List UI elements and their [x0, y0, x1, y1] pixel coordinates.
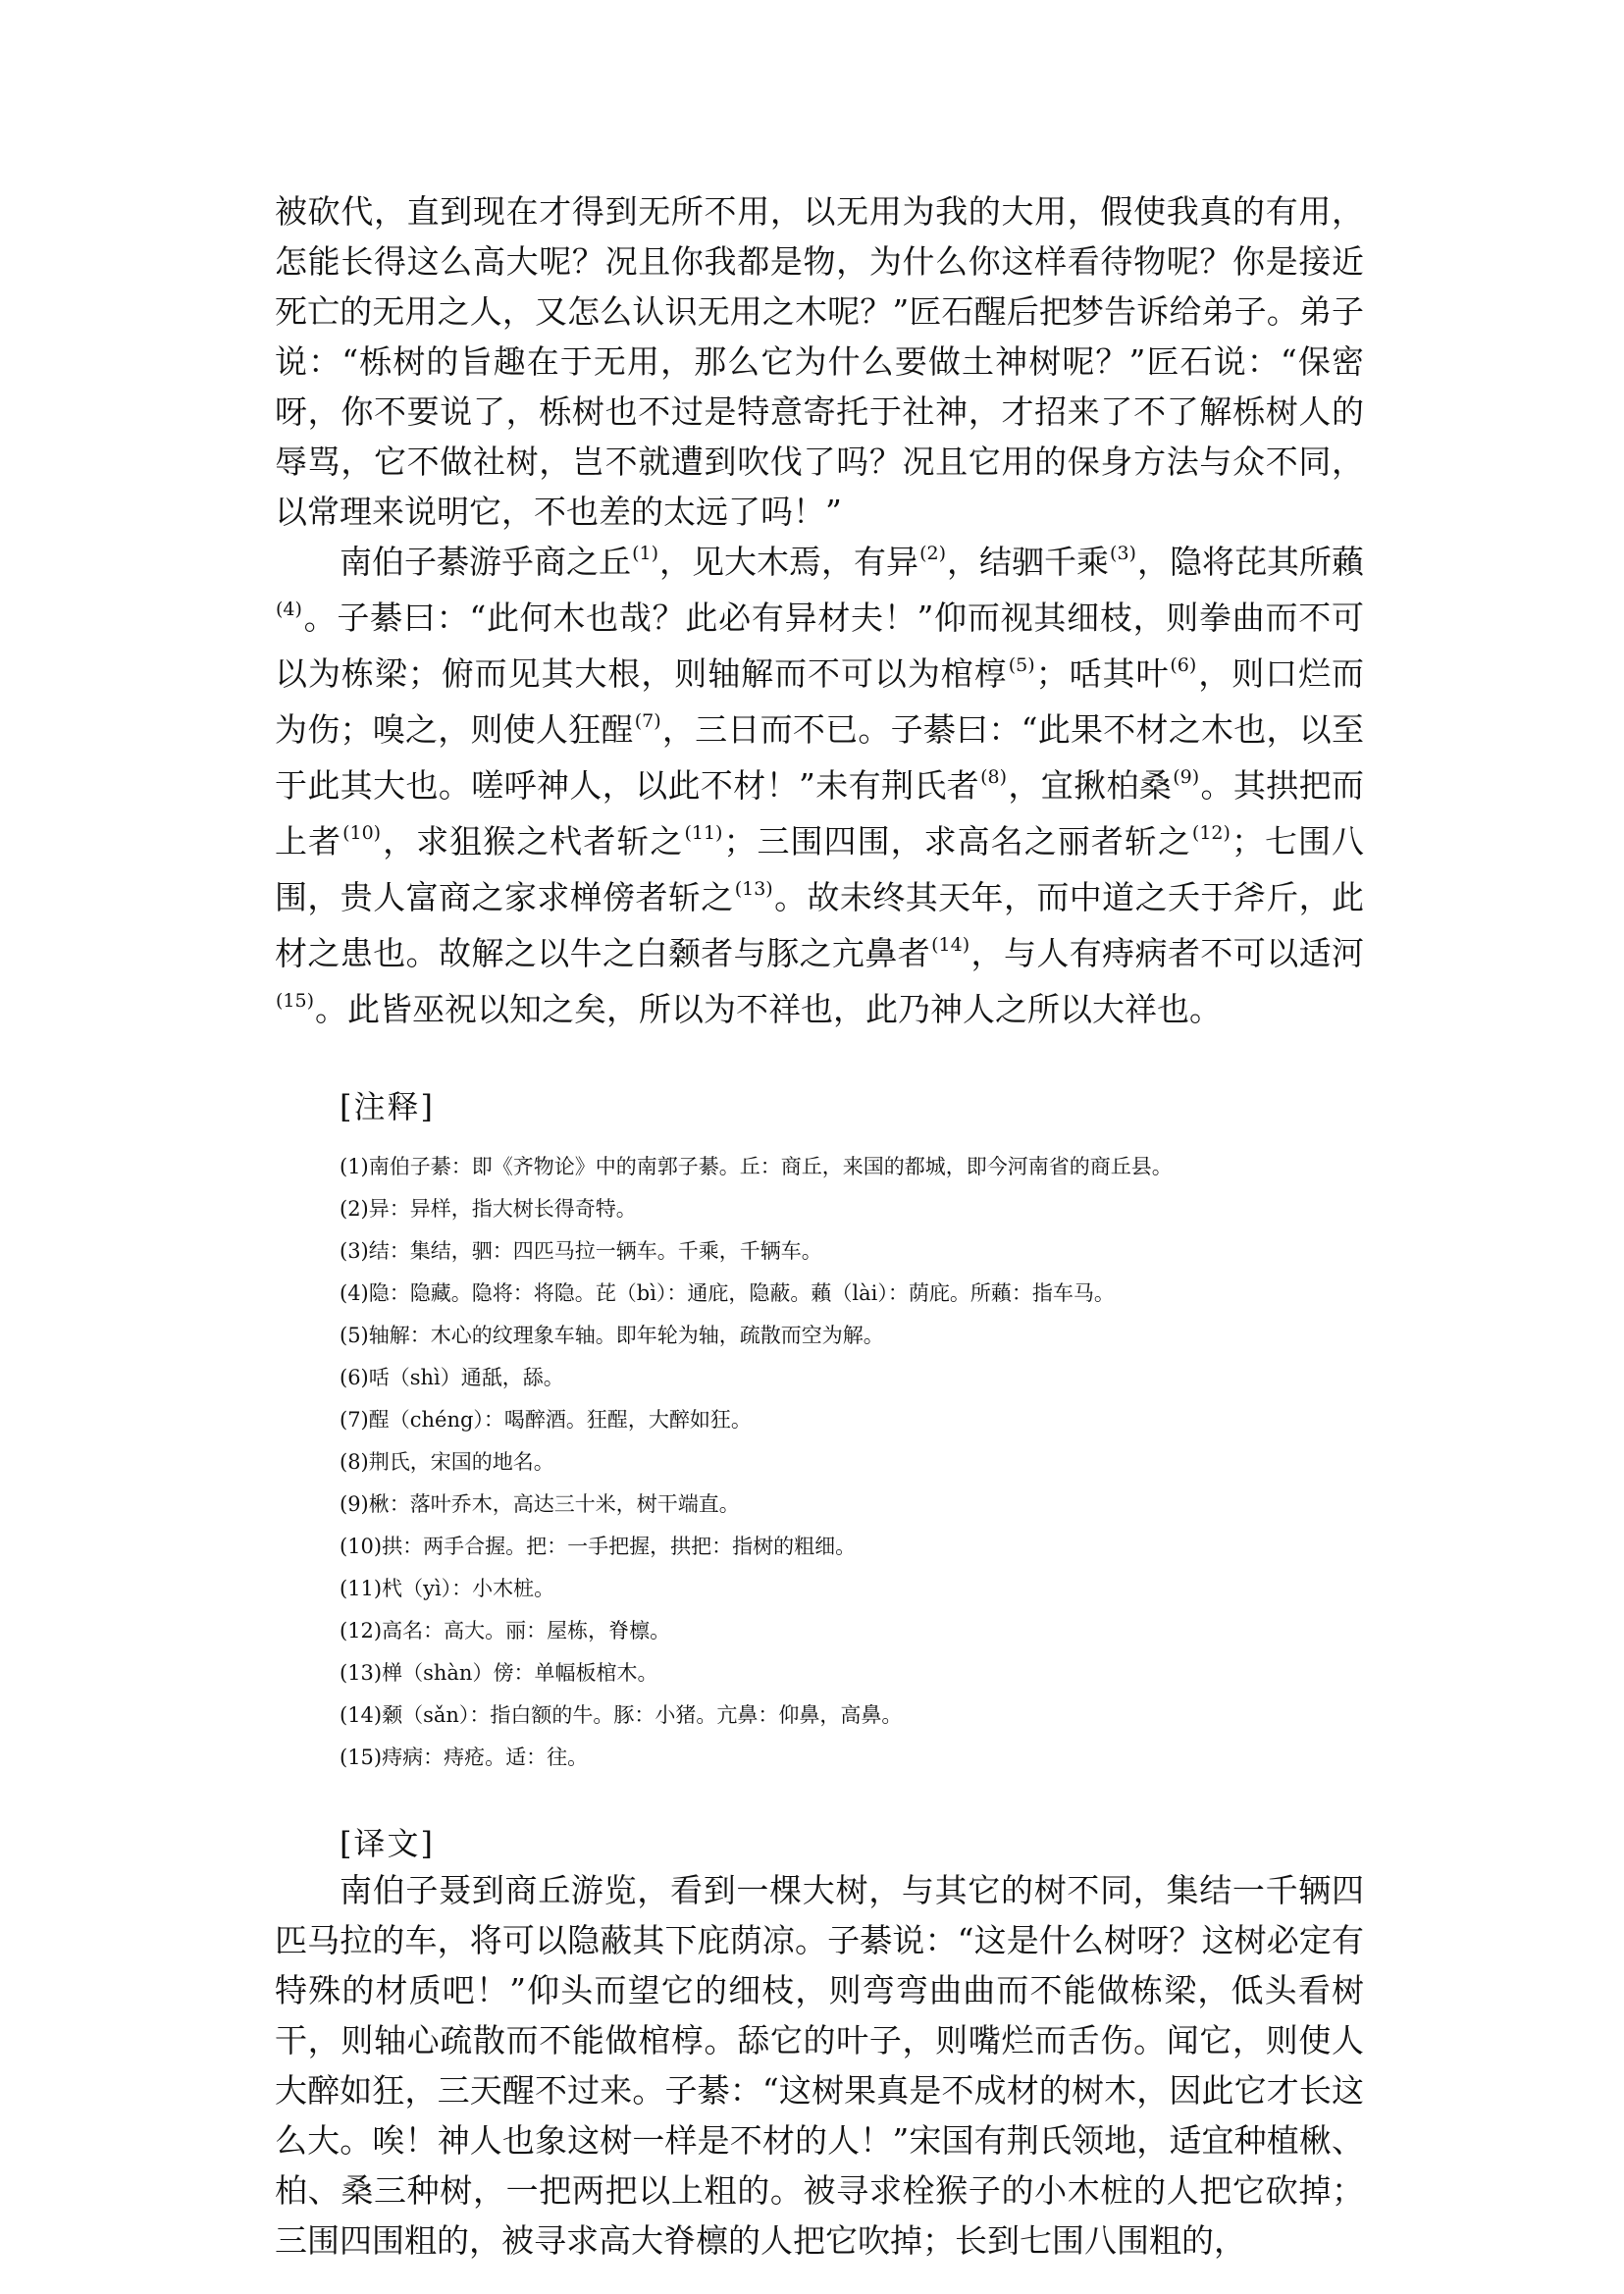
note-ref-8: (8) — [980, 766, 1007, 788]
text-segment: ；咶其叶 — [1035, 654, 1170, 693]
note-item: (7)酲（chéng）：喝醉酒。狂酲，大醉如狂。 — [340, 1408, 752, 1432]
note-ref-3: (3) — [1110, 543, 1136, 564]
notes-list — [340, 1146, 1364, 1779]
text-segment: ；三围四围，求高名之丽者斩之 — [723, 822, 1191, 860]
note-ref-15: (15) — [276, 990, 315, 1012]
text-segment: ，结驷千乘 — [947, 543, 1110, 581]
note-ref-5: (5) — [1008, 654, 1035, 676]
note-item: (1)南伯子綦：即《齐物论》中的南郭子綦。丘：商丘，来国的都城，即今河南省的商丘县。 — [340, 1155, 1173, 1178]
note-ref-14: (14) — [931, 934, 970, 956]
text-segment: ，三日而不已。子綦曰：“此果不材之木也，以至于此其大也。嗟呼神人，以此不材！”未有荆氏者 — [275, 710, 1364, 805]
note-item: (6)咶（shì）通舐，舔。 — [340, 1366, 564, 1389]
text-segment: ，求狙猴之杙者斩之 — [382, 822, 684, 860]
document-page — [275, 186, 1364, 2266]
note-item: (2)异：异样，指大树长得奇特。 — [340, 1197, 637, 1221]
notes-heading: [注释] — [340, 1088, 435, 1125]
note-item: (8)荆氏，宋国的地名。 — [340, 1450, 554, 1474]
note-ref-9: (9) — [1173, 766, 1200, 788]
text-segment: ，见大木焉，有异 — [659, 543, 919, 581]
note-item: (15)痔病：痔疮。适：往。 — [340, 1746, 589, 1769]
note-ref-2: (2) — [919, 543, 946, 564]
note-ref-1: (1) — [632, 543, 658, 564]
text-segment: ；七围八围，贵人富商之家求椫傍者斩之 — [275, 822, 1365, 916]
translation-heading: [译文] — [340, 1825, 435, 1862]
translation-section — [275, 1822, 1364, 2266]
note-ref-11: (11) — [684, 822, 723, 844]
note-ref-7: (7) — [634, 710, 661, 732]
note-ref-10: (10) — [342, 822, 382, 844]
note-item: (12)高名：高大。丽：屋栋，脊檩。 — [340, 1619, 671, 1642]
note-item: (10)拱：两手合握。把：一手把握，拱把：指树的粗细。 — [340, 1535, 857, 1558]
text-segment: ，宜揪柏桑 — [1007, 766, 1173, 805]
note-ref-4: (4) — [276, 599, 302, 620]
text-segment: 。子綦曰：“此何木也哉？此必有异材夫！”仰而视其细枝，则拳曲而不可以为栋梁；俯而见其大根，则轴解而不可以为棺椁 — [275, 599, 1364, 693]
text-segment: 南伯子綦游乎商之丘 — [340, 543, 632, 581]
note-item: (3)结：集结，驷：四匹马拉一辆车。千乘，千辆车。 — [340, 1239, 822, 1263]
text-segment: 。故未终其天年，而中道之夭于斧斤，此材之患也。故解之以牛之白颡者与豚之亢鼻者 — [275, 878, 1365, 972]
text-segment: ，则口烂而为伤；嗅之，则使人狂酲 — [275, 654, 1365, 749]
note-ref-6: (6) — [1170, 654, 1197, 676]
note-ref-13: (13) — [734, 878, 773, 900]
text-segment: ，隐将芘其所藾 — [1136, 543, 1365, 581]
continuation-paragraph: 被砍代，直到现在才得到无所不用，以无用为我的大用，假使我真的有用，怎能长得这么高大呢？况且你我都是物，为什么你这样看待物呢？你是接近死亡的无用之人，又怎么认识无用之木呢？”匠石醒后把梦告诉给弟子。弟子说：“栎树的旨趣在于无用，那么它为什么要做土神树呢？”匠石说：“保密呀，你不要说了，栎树也不过是特意寄托于社神，才招来了不了解栎树人的辱骂，它不做社树，岂不就遭到吹伐了吗？况且它用的保身方法与众不同，以常理来说明它，不也差的太远了吗！” — [275, 192, 1364, 531]
translation-paragraph: 南伯子聂到商丘游览，看到一棵大树，与其它的树不同，集结一千辆四匹马拉的车，将可以隐蔽其下庇荫凉。子綦说：“这是什么树呀？这树必定有特殊的材质吧！”仰头而望它的细枝，则弯弯曲曲而不能做栋梁，低头看树干，则轴心疏散而不能做棺椁。舔它的叶子，则嘴烂而舌伤。闻它，则使人大醉如狂，三天醒不过来。子綦：“这树果真是不成材的树木，因此它才长这么大。唉！神人也象这树一样是不材的人！”宋国有荆氏领地，适宜种植楸、柏、桑三种树，一把两把以上粗的。被寻求栓猴子的小木桩的人把它砍掉；三围四围粗的，被寻求高大脊檩的人把它吹掉；长到七围八围粗的， — [275, 1871, 1364, 2260]
text-segment: ，与人有痔病者不可以适河 — [970, 934, 1365, 972]
note-ref-12: (12) — [1191, 822, 1231, 844]
main-paragraph — [275, 537, 1364, 1040]
notes-section — [275, 1085, 1364, 1779]
note-item: (5)轴解：木心的纹理象车轴。即年轮为轴，疏散而空为解。 — [340, 1324, 884, 1347]
note-item: (13)椫（shàn）傍：单幅板棺木。 — [340, 1661, 658, 1685]
text-segment: 。其拱把而上者 — [275, 766, 1365, 860]
note-item: (14)颡（sǎn）：指白额的牛。豚：小猪。亢鼻：仰鼻，高鼻。 — [340, 1703, 903, 1727]
note-item: (11)杙（yì）：小木桩。 — [340, 1577, 555, 1600]
text-segment: 。此皆巫祝以知之矣，所以为不祥也，此乃神人之所以大祥也。 — [315, 990, 1223, 1028]
note-item: (4)隐：隐藏。隐将：将隐。芘（bì）：通庇，隐蔽。藾（lài）：荫庇。所藾：指车马。 — [340, 1281, 1115, 1305]
note-item: (9)楸：落叶乔木，高达三十米，树干端直。 — [340, 1492, 740, 1516]
